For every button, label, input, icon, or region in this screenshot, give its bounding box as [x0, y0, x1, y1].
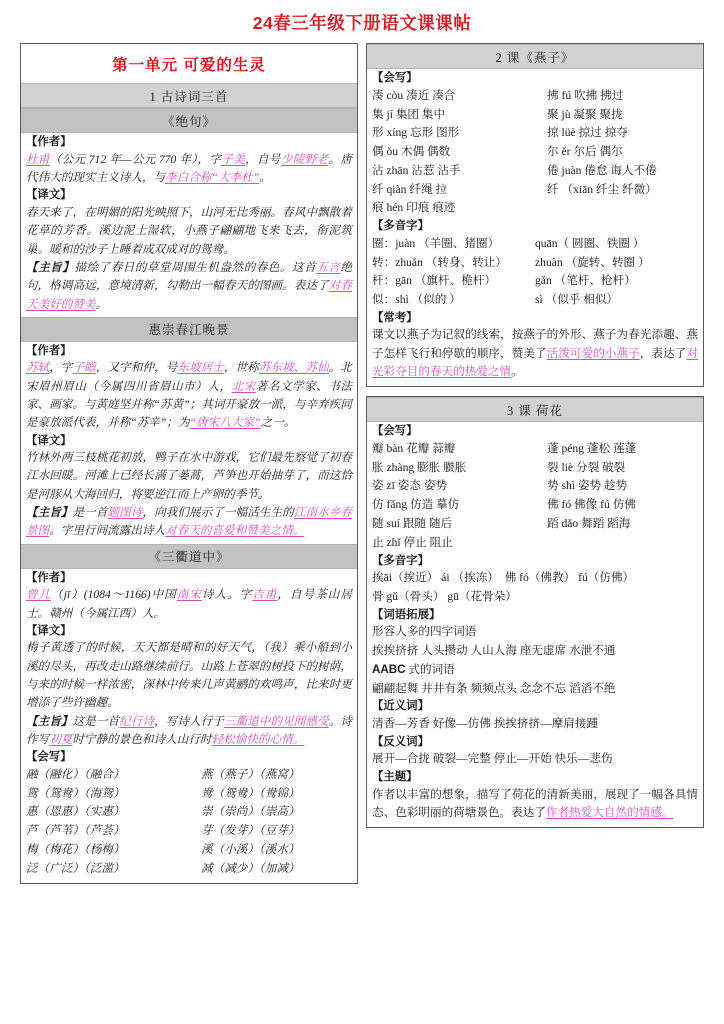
- poem-1-translation-text: 春天来了，在明媚的阳光映照下，山河无比秀丽。春风中飘散着花草的芳香。溪边泥土湿软，小燕子翩翩地飞来飞去，衔泥筑巢。暖和的沙子上睡着成双成对的鸳鸯。: [26, 205, 352, 256]
- write-cell: 芽（发芽）（豆芽）: [201, 824, 300, 838]
- poem-2-theme-genre: 题图诗: [107, 506, 143, 520]
- poem-3-author-seg2: （jī）(1084～1166)中国: [51, 588, 177, 602]
- lesson-3-antonym-line: 展开—合拢 破裂—完整 停止—开始 快乐—悲伤: [372, 752, 613, 766]
- lesson-3-topic-label: 【主题】: [372, 770, 418, 783]
- write-cell: 姿 zī 姿态 姿势: [372, 479, 448, 493]
- poem-3-theme-genre: 纪行诗: [119, 714, 155, 728]
- poem-2-author-seg4: ，又字和仲，号: [95, 361, 178, 375]
- two-column-layout: [20, 43, 704, 893]
- poem-2-translation-label: 【译文】: [26, 434, 72, 447]
- poem-1-author-label: 【作者】: [26, 136, 72, 149]
- poem-3-author-dynasty: 南宋: [176, 588, 202, 602]
- write-cell: 崇（崇尚）（崇高）: [201, 805, 300, 819]
- poem-1-author-courtesy: 子美: [221, 152, 246, 166]
- lesson-3-table: [366, 396, 704, 828]
- poem-3-theme-seg3: ，写诗人行于: [154, 714, 224, 728]
- poem-2-author-known-as: 苏东坡、苏仙: [258, 361, 329, 375]
- write-cell: 止 zhǐ 停止 阻止: [372, 535, 453, 549]
- poem-3-body: [21, 569, 357, 884]
- write-cell: 形 xíng 忘形 图形: [372, 126, 460, 140]
- lesson-2-duoyin-grid: [372, 235, 698, 310]
- often-feeling: 对光彩夺目的春天的热爱之情: [372, 346, 698, 379]
- poem-2-author-alias: 东坡居士: [177, 361, 224, 375]
- write-cell: 掠 lüè 掠过 掠夺: [547, 126, 628, 140]
- write-cell: 裂 liè 分裂 破裂: [547, 460, 626, 474]
- poem-1-author-seg4: ，自号: [245, 152, 281, 166]
- lesson-2-often-label: 【常考】: [372, 311, 418, 324]
- often-praise: 活泼可爱的小燕子: [546, 346, 640, 360]
- write-cell: 聚 jù 凝聚 聚拢: [547, 107, 623, 121]
- poem-2-theme-scene: 江南水乡春景图: [26, 506, 352, 538]
- write-cell: 蓬 péng 蓬松 莲蓬: [547, 441, 637, 455]
- poem-2-author-seg12: 之一。: [260, 416, 296, 430]
- duoyin-left: 骨 gǔ（骨头） gū（花骨朵）: [372, 589, 517, 603]
- lesson-3-synonym-line: 清香—芳香 好像—仿佛 挨挨挤挤—摩肩接踵: [372, 716, 599, 730]
- lesson-1-band: 1 古诗词三首: [21, 83, 357, 108]
- write-cell: [537, 199, 698, 218]
- often-seg5: 。: [511, 365, 523, 379]
- often-seg1: 课文以燕子为记叙的线索，按燕子的外形、燕子为春光添趣、燕子怎样飞行和停歇的顺序，赞美了: [372, 328, 698, 360]
- poem-3-theme-seg7: 时宁静的景色和诗人山行时: [72, 732, 212, 746]
- write-cell: [537, 534, 698, 553]
- poem-2-author-name: 苏轼: [26, 361, 50, 375]
- duoyin-cell: zhuàn （旋转、转圈 ）: [535, 255, 650, 269]
- expand-subheading-2: [372, 661, 698, 680]
- write-cell: 燕（燕子）（燕窝）: [201, 767, 300, 781]
- poem-3-author-seg6: ，自号茶山居士。赣州（今属江西）人。: [26, 588, 352, 620]
- write-cell: 佛 fó 佛像 fú 仿佛: [547, 498, 636, 512]
- duoyin-right: 佛 fó（佛教） fú（仿佛）: [504, 571, 635, 585]
- expand-line: 挨挨挤挤 人头攒动 人山人海 座无虚席 水泄不通: [372, 644, 616, 657]
- poem-2-author-label: 【作者】: [26, 344, 72, 357]
- lesson-2-write-label: 【会写】: [372, 72, 418, 85]
- lesson-3-band: 3 课 荷花: [367, 397, 703, 422]
- poem-2-theme-text: [26, 504, 352, 541]
- poem-1-theme-praise: 对春天美好的赞美: [26, 279, 352, 311]
- lesson-3-duoyin-list: [372, 569, 698, 607]
- duoyin-left: 挨āi（挨近） ái （挨冻）: [372, 571, 499, 585]
- lesson-3-write-label: 【会写】: [372, 425, 418, 438]
- duoyin-line: [372, 569, 698, 588]
- poem-3-author-name: 曾几: [26, 588, 52, 602]
- lesson-3-write-grid: [372, 440, 698, 553]
- poem-2-theme-feeling: 对春天的喜爱和赞美之情。: [165, 524, 305, 538]
- poem-3-translation-label: 【译文】: [26, 624, 72, 637]
- poem-3-theme-season: 初夏: [49, 732, 73, 746]
- write-cell: 纤 （xiān 纤尘 纤微）: [547, 182, 657, 196]
- write-cell: 梅（梅花）（杨梅）: [26, 842, 125, 856]
- poem-2-body: [21, 342, 357, 544]
- unit1-write-label: 【会写】: [26, 751, 72, 764]
- write-cell: 鸳（鸳鸯）（海鸳）: [26, 786, 125, 800]
- write-cell: 蹈 dǎo 舞蹈 蹈海: [547, 517, 631, 531]
- poem-2-author-eight-masters: “唐宋八大家”: [189, 416, 261, 430]
- poem-2-author-dynasty: 北宋: [231, 379, 256, 393]
- lesson-2-often-text: [372, 326, 698, 381]
- left-column: [20, 43, 358, 893]
- lesson-3-duoyin-label: 【多音字】: [372, 554, 429, 567]
- write-cell: 瓣 bàn 花瓣 蒜瓣: [372, 441, 456, 455]
- lesson-3-antonym-label: 【反义词】: [372, 735, 429, 748]
- poem-3-translation-text: 梅子黄透了的时候，天天都是晴和的好天气，（我）乘小船到小溪的尽头，再改走山路继续前行。山路上苍翠的树投下的树荫，与来的时候一样浓密，深林中传来几声黄鹂的欢鸣声，比来时更增添了些许幽趣。: [26, 641, 352, 710]
- lesson-2-duoyin-label: 【多音字】: [372, 220, 429, 233]
- poem-2-theme-seg3: ，向我们展示了一幅活生生的: [142, 506, 294, 520]
- duoyin-cell: sì （似乎 相似）: [535, 293, 619, 307]
- often-seg3: ，表达了: [639, 346, 687, 360]
- poem-3-theme-seg5: 。诗作写: [26, 714, 352, 746]
- write-cell: 融（融化）（融合）: [26, 767, 125, 781]
- poem-3-theme-label: 【主旨】: [26, 714, 73, 728]
- poem-2-author-courtesy: 子瞻: [72, 361, 96, 375]
- aabc-tag: AABC: [372, 662, 406, 676]
- poem-1-author-text: [26, 151, 352, 188]
- write-cell: 尔 ěr 尔后 偶尔: [547, 145, 623, 159]
- poem-1-author-name: 杜甫: [26, 152, 50, 166]
- poem-1-body: [21, 133, 357, 317]
- duoyin-cell: 转：zhuǎn （转身、转让）: [372, 255, 507, 269]
- poem-2-author-seg8: 。北宋眉州眉山（今属四川省眉山市）人，: [26, 361, 352, 393]
- write-cell: 拂 fú 吹拂 拂过: [547, 88, 624, 102]
- write-cell: 芦（芦苇）（芦荟）: [26, 824, 125, 838]
- poem-1-theme-seg1: 描绘了春日的草堂周围生机盎然的春色。这首: [74, 260, 317, 274]
- poem-2-theme-seg1: 是一首: [72, 506, 108, 520]
- lesson-3-body: [367, 422, 703, 827]
- poem-1-author-seg8: 。: [259, 171, 271, 185]
- poem-2-author-seg10: 著名文学家、书法家、画家。与黄庭坚并称“苏黄”；其词开豪放一派，与辛弃疾同是豪放派代表，并称“苏辛”；为: [26, 379, 352, 430]
- topic-seg1: 作者以丰富的想象，描写了荷花的清新美丽，展现了一幅各具情态、色彩明丽的荷塘景色。表达了: [372, 787, 698, 819]
- poem-3-author-seg4: 诗人。字: [201, 588, 253, 602]
- lesson-3-synonym-label: 【近义词】: [372, 700, 429, 713]
- write-cell: 减（减少）（加减）: [201, 861, 300, 875]
- write-cell: 胀 zhàng 膨胀 臌胀: [372, 460, 467, 474]
- right-column: [366, 43, 704, 837]
- write-cell: 惠（恩惠）（实惠）: [26, 805, 125, 819]
- poem-3-theme-experience: 三衢道中的见闻感受: [223, 714, 329, 728]
- poem-1-theme-label: 【主旨】: [26, 260, 75, 274]
- duoyin-cell: gǎn （笔杆、枪杆）: [535, 274, 636, 288]
- page-title: 24春三年级下册语文课课帖: [252, 13, 472, 33]
- poem-1-band: 《绝句》: [21, 108, 357, 133]
- poem-2-author-seg6: ，世称: [223, 361, 259, 375]
- expand-line: 翩翩起舞 井井有条 频频点头 念念不忘 滔滔不绝: [372, 681, 616, 695]
- write-cell: 仿 fǎng 仿造 摹仿: [372, 498, 460, 512]
- write-cell: 溪（小溪）（溪水）: [201, 842, 300, 856]
- write-cell: 沾 zhān 沾惹 沾手: [372, 163, 461, 177]
- duoyin-cell: quān（ 圆圈、铁圈 ）: [535, 236, 645, 250]
- unit1-write-grid: [26, 766, 352, 879]
- duoyin-cell: 圈：juàn （羊圈、猪圈）: [372, 236, 500, 250]
- lesson-2-table: [366, 43, 704, 387]
- write-cell: 鸯（鸳鸯）（鸯锦）: [201, 786, 300, 800]
- poem-3-theme-seg1: 这是一首: [72, 714, 120, 728]
- write-cell: 痕 hén 印痕 痕迹: [372, 201, 456, 215]
- write-cell: 随 suí 跟随 随后: [372, 517, 453, 531]
- lesson-2-write-grid: [372, 87, 698, 218]
- poem-2-theme-seg5: 。字里行间流露出诗人: [49, 524, 166, 538]
- write-cell: 泛（广泛）（泛滥）: [26, 861, 125, 875]
- unit-one-table: [20, 43, 358, 884]
- poem-2-translation-text: 竹林外两三枝桃花初放，鸭子在水中游戏，它们最先察觉了初春江水回暖。河滩上已经长满了蒌蒿，芦笋也开始抽芽了，而这恰是河豚从大海回归，将要逆江而上产卵的季节。: [26, 451, 352, 501]
- poem-2-author-text: [26, 359, 352, 432]
- aabc-rest: 式的词语: [405, 662, 455, 676]
- lesson-2-band: 2 课《燕子》: [367, 44, 703, 69]
- poem-1-theme-form: 五言: [316, 260, 341, 274]
- topic-feeling: 作者热爱大自然的情感。: [545, 805, 674, 819]
- write-cell: 偶 ǒu 木偶 偶数: [372, 145, 451, 159]
- duoyin-cell: 似：shì （似的 ）: [372, 293, 461, 307]
- expand-subheading: 形容人多的四字词语: [372, 625, 477, 639]
- write-cell: 势 shì 姿势 趁势: [547, 479, 628, 493]
- poem-1-theme-seg3: 绝句，格调高远，意境清新，勾勒出一幅春天的图画。表达了: [26, 260, 352, 293]
- poem-1-theme-text: [26, 259, 352, 314]
- poem-2-band: 惠崇春江晚景: [21, 317, 357, 342]
- poem-1-author-alias: 少陵野老: [280, 152, 329, 166]
- duoyin-cell: 杆：gān （旗杆、桅杆）: [372, 274, 496, 288]
- poem-3-author-label: 【作者】: [26, 571, 72, 584]
- write-cell: 纤 qiàn 纤绳 拉: [372, 182, 448, 196]
- poem-3-theme-mood: 轻松愉快的心情。: [211, 732, 305, 746]
- lesson-3-expand-list: [372, 623, 698, 698]
- lesson-3-expand-label: 【词语拓展】: [372, 608, 441, 621]
- poem-2-author-seg2: ，字: [49, 361, 73, 375]
- poem-3-theme-text: [26, 713, 352, 750]
- poem-1-author-seg2: （公元 712 年—公元 770 年），字: [49, 152, 222, 166]
- poem-1-theme-seg5: 。: [95, 297, 108, 311]
- poem-1-translation-label: 【译文】: [26, 189, 72, 202]
- write-cell: 集 jí 集团 集中: [372, 107, 446, 121]
- poem-3-author-text: [26, 586, 352, 623]
- write-cell: 凑 còu 凑近 凑合: [372, 88, 456, 102]
- poem-3-author-courtesy: 吉甫: [252, 588, 278, 602]
- duoyin-line: [372, 588, 698, 607]
- write-cell: 倦 juàn 倦怠 诲人不倦: [547, 163, 657, 177]
- poem-3-band: 《三衢道中》: [21, 544, 357, 569]
- poem-1-author-epithet: 李白合称“大李杜”: [165, 171, 260, 185]
- poem-2-theme-label: 【主旨】: [26, 506, 73, 520]
- lesson-2-body: [367, 69, 703, 386]
- lesson-3-topic-text: [372, 786, 698, 823]
- unit-title: 第一单元 可爱的生灵: [112, 57, 266, 75]
- poem-1-author-seg6: 。唐代伟大的现实主义诗人，与: [26, 152, 352, 185]
